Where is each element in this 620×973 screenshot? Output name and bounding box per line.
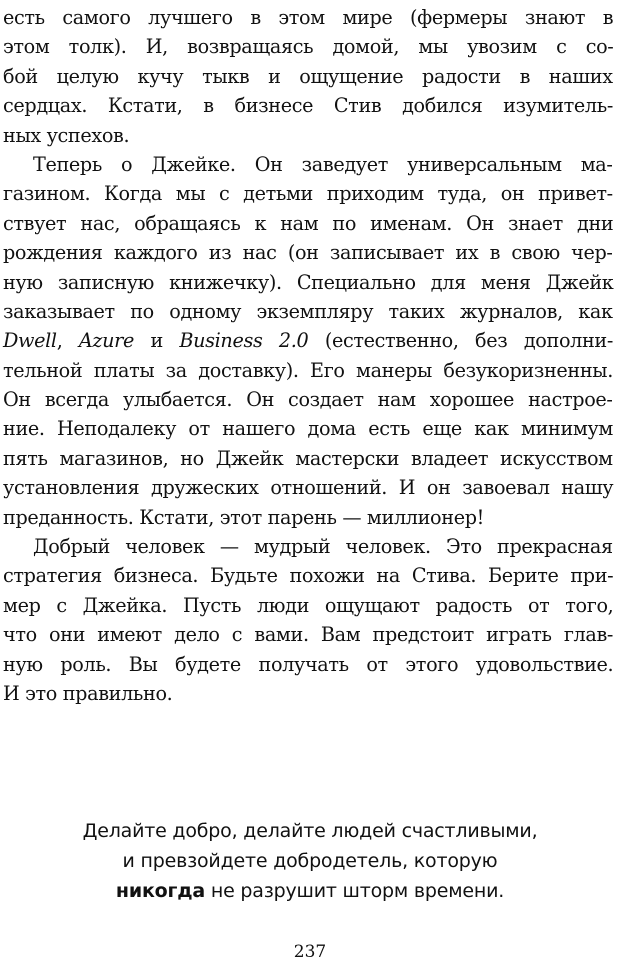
text-line <box>3 679 613 708</box>
text-line <box>3 561 613 590</box>
text-fragment: тельной платы за доставку). Его манеры безукоризненны. <box>3 358 613 382</box>
text-line <box>3 238 613 267</box>
text-fragment: бой целую кучу тыкв и ощущение радости в наших <box>3 64 613 88</box>
text-fragment: ствует нас, обращаясь к нам по именам. Он знает дни <box>3 211 614 235</box>
body-text <box>3 3 613 708</box>
text-line <box>3 650 613 679</box>
text-line <box>3 473 613 502</box>
magazine-title: Azure <box>78 329 135 353</box>
text-fragment: и <box>134 329 180 353</box>
text-line <box>3 385 613 414</box>
text-line <box>3 591 613 620</box>
text-fragment: мер с Джейка. Пусть люди ощущают радость от того, <box>3 593 614 617</box>
text-fragment: преданность. Кстати, этот парень — миллионер! <box>3 505 484 529</box>
text-line <box>3 326 613 355</box>
text-fragment: стратегия бизнеса. Будьте похожи на Стива. Берите при- <box>3 564 614 588</box>
quote-emphasis: никогда <box>115 880 206 902</box>
text-fragment: Добрый человек — мудрый человек. Это прекрасная <box>33 535 613 559</box>
text-line <box>3 503 613 532</box>
text-fragment: Он всегда улыбается. Он создает нам хорошее настрое- <box>3 388 613 412</box>
text-line <box>3 3 613 32</box>
text-fragment: этом толк). И, возвращаясь домой, мы увозим с со- <box>3 35 614 59</box>
magazine-title: Business 2.0 <box>179 329 309 353</box>
text-fragment: , <box>56 329 79 353</box>
text-line <box>3 268 613 297</box>
text-fragment: ную роль. Вы будете получать от этого удовольствие. <box>3 652 614 676</box>
text-fragment: заказывает по одному экземпляру таких журналов, как <box>3 299 613 323</box>
quote-line: Делайте добро, делайте людей счастливыми, <box>82 820 538 842</box>
text-line <box>3 356 613 385</box>
quote-line <box>0 876 620 906</box>
text-fragment: рождения каждого из нас (он записывает их в свою чер- <box>3 241 613 265</box>
text-fragment: Теперь о Джейке. Он заведует универсальным ма- <box>33 152 613 176</box>
text-fragment: (естественно, без дополни- <box>308 329 613 353</box>
quote-line: и превзойдете добродетель, которую <box>122 850 498 872</box>
text-line <box>3 150 613 179</box>
text-line <box>3 209 613 238</box>
text-line <box>3 444 613 473</box>
text-line <box>3 91 613 120</box>
text-fragment: И это правильно. <box>3 681 173 705</box>
text-fragment: газином. Когда мы с детьми приходим туда, он привет- <box>3 182 613 206</box>
text-fragment: ние. Неподалеку от нашего дома есть еще как минимум <box>3 417 613 441</box>
text-line <box>3 179 613 208</box>
text-fragment: установления дружеских отношений. И он завоевал нашу <box>3 476 614 500</box>
text-fragment: пять магазинов, но Джейк мастерски владеет искусством <box>3 446 613 470</box>
text-line <box>3 62 613 91</box>
pull-quote <box>0 816 620 906</box>
text-fragment: ных успехов. <box>3 123 130 147</box>
text-line <box>3 414 613 443</box>
text-line <box>3 532 613 561</box>
text-fragment: есть самого лучшего в этом мире (фермеры знают в <box>3 6 614 29</box>
page-number: 237 <box>293 942 327 962</box>
text-line <box>3 620 613 649</box>
text-fragment: что они имеют дело с вами. Вам предстоит играть глав- <box>3 623 614 647</box>
quote-fragment: не разрушит шторм времени. <box>205 880 505 902</box>
text-line <box>3 297 613 326</box>
text-fragment: сердцах. Кстати, в бизнесе Стив добился изумитель- <box>3 94 613 118</box>
text-line <box>3 32 613 61</box>
text-fragment: ную записную книжечку). Специально для меня Джейк <box>3 270 614 294</box>
text-line <box>3 121 613 150</box>
magazine-list-line <box>3 326 613 355</box>
magazine-title: Dwell <box>3 329 57 353</box>
